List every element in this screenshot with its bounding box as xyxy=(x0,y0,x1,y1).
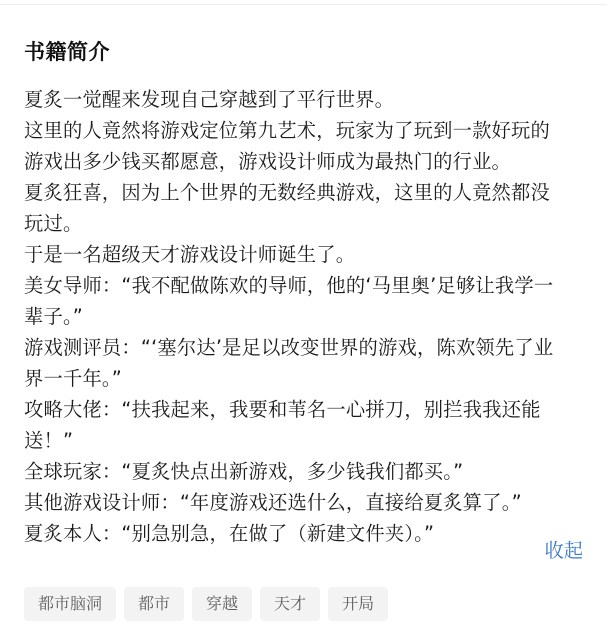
tag-opening[interactable]: 开局 xyxy=(328,587,388,621)
summary-paragraph: 全球玩家：“夏炙快点出新游戏，多少钱我们都买。” xyxy=(24,460,464,483)
summary-paragraph: 美女导师：“我不配做陈欢的导师，他的‘马里奥’足够让我学一辈子。” xyxy=(24,274,554,328)
summary-paragraph: 夏炙一觉醒来发现自己穿越到了平行世界。 xyxy=(24,88,395,111)
summary-paragraph: 其他游戏设计师：“年度游戏还选什么，直接给夏炙算了。” xyxy=(24,491,522,514)
book-summary xyxy=(24,84,564,549)
tag-urban[interactable]: 都市 xyxy=(124,587,184,621)
summary-paragraph: 于是一名超级天才游戏设计师诞生了。 xyxy=(24,243,356,266)
top-divider xyxy=(0,4,607,5)
summary-paragraph: 游戏测评员：“‘塞尔达’是足以改变世界的游戏，陈欢领先了业界一千年。” xyxy=(24,336,554,390)
summary-paragraph: 攻略大佬：“扶我起来，我要和苇名一心拼刀，别拦我我还能送！” xyxy=(24,398,541,452)
tag-genius[interactable]: 天才 xyxy=(260,587,320,621)
collapse-button[interactable]: 收起 xyxy=(544,539,583,562)
summary-paragraph: 夏炙本人：“别急别急，在做了（新建文件夹）。” xyxy=(24,522,435,545)
summary-paragraph: 这里的人竟然将游戏定位第九艺术，玩家为了玩到一款好玩的游戏出多少钱买都愿意，游戏设计师成为最热门的行业。 xyxy=(24,119,550,173)
tag-time-travel[interactable]: 穿越 xyxy=(192,587,252,621)
section-title: 书籍简介 xyxy=(24,40,110,64)
summary-paragraph: 夏炙狂喜，因为上个世界的无数经典游戏，这里的人竟然都没玩过。 xyxy=(24,181,550,235)
tag-list xyxy=(24,587,388,621)
tag-urban-brainstorm[interactable]: 都市脑洞 xyxy=(24,587,116,621)
